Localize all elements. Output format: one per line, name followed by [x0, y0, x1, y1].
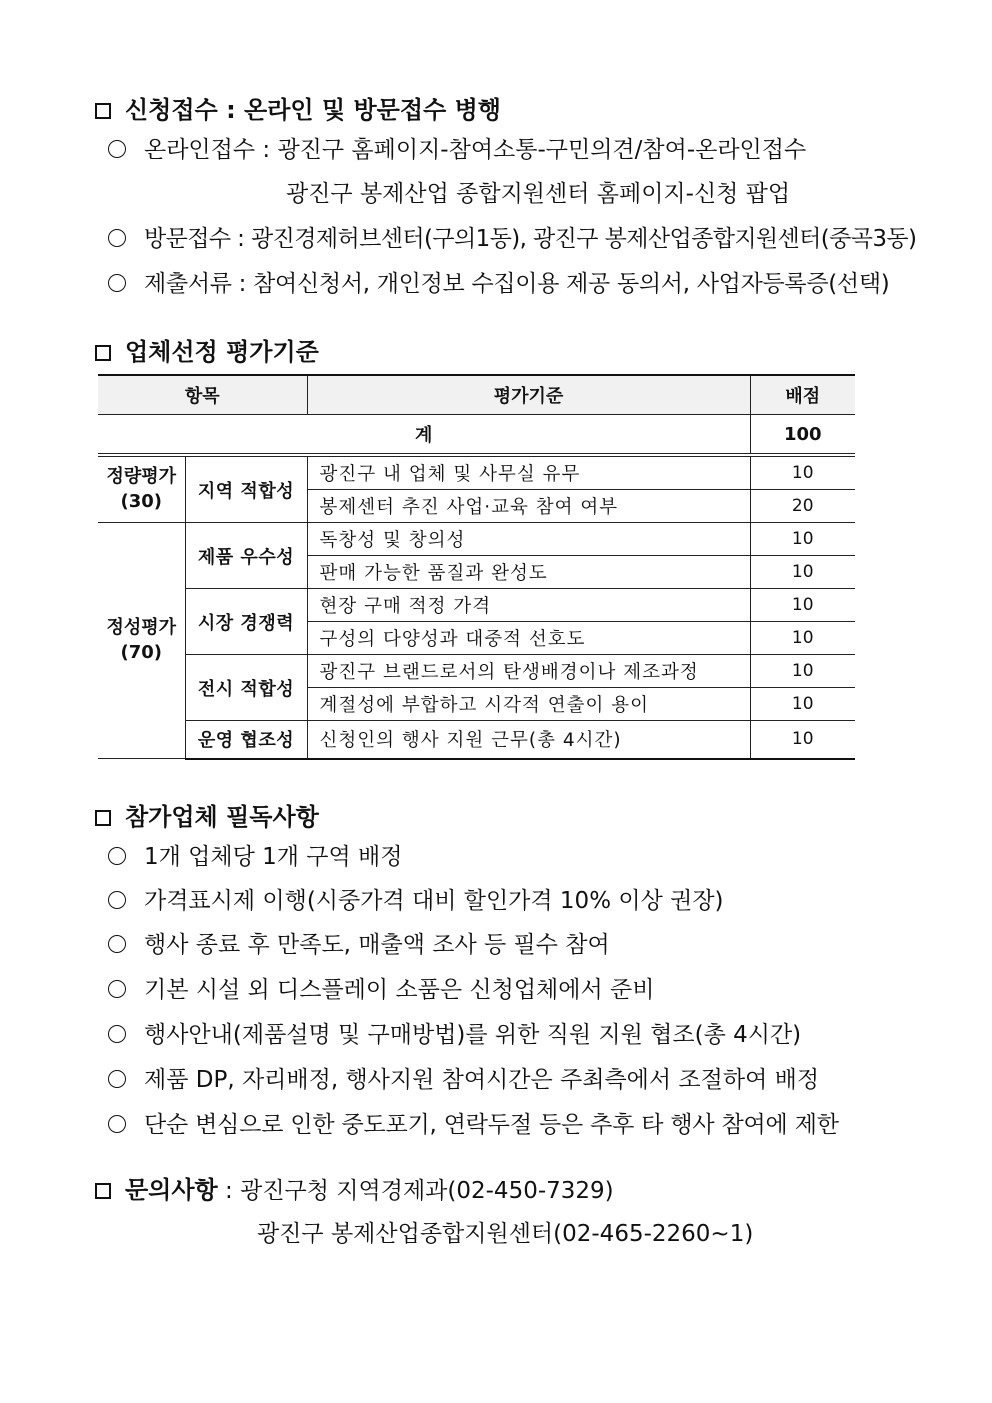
- section-heading-application: 신청접수 : 온라인 및 방문접수 병행: [95, 90, 501, 125]
- criterion: 독창성 및 창의성: [307, 523, 750, 556]
- score: 10: [750, 721, 855, 759]
- circle-bullet-icon: [108, 847, 126, 865]
- criterion: 계절성에 부합하고 시각적 연출이 용이: [307, 688, 750, 721]
- subcategory: 전시 적합성: [185, 655, 307, 721]
- subcategory: 시장 경쟁력: [185, 589, 307, 655]
- subcategory: 지역 적합성: [185, 455, 307, 523]
- circle-bullet-icon: [108, 140, 126, 158]
- table-row: [98, 589, 855, 622]
- header-criteria: 평가기준: [307, 375, 750, 415]
- list-item: 행사 종료 후 만족도, 매출액 조사 등 필수 참여: [108, 926, 610, 959]
- square-bullet-icon: [95, 1183, 111, 1199]
- criterion: 판매 가능한 품질과 완성도: [307, 556, 750, 589]
- evaluation-table: [98, 374, 855, 760]
- header-score: 배점: [750, 375, 855, 415]
- circle-bullet-icon: [108, 935, 126, 953]
- circle-bullet-icon: [108, 1115, 126, 1133]
- circle-bullet-icon: [108, 1025, 126, 1043]
- table-header-row: [98, 375, 855, 415]
- section-heading-notices: 참가업체 필독사항: [95, 797, 319, 832]
- section-heading-evaluation: 업체선정 평가기준: [95, 332, 319, 367]
- category-quantitative: 정량평가 (30): [98, 455, 185, 523]
- score: 10: [750, 556, 855, 589]
- circle-bullet-icon: [108, 891, 126, 909]
- list-item: 제품 DP, 자리배정, 행사지원 참여시간은 주최측에서 조절하여 배정: [108, 1061, 819, 1094]
- list-item: 제출서류 : 참여신청서, 개인정보 수집이용 제공 동의서, 사업자등록증(선택): [108, 265, 889, 298]
- total-value: 100: [750, 415, 855, 456]
- list-item: 방문접수 : 광진경제허브센터(구의1동), 광진구 봉제산업종합지원센터(중곡3동): [108, 220, 916, 253]
- list-item: 단순 변심으로 인한 중도포기, 연락두절 등은 추후 타 행사 참여에 제한: [108, 1106, 839, 1139]
- score: 10: [750, 688, 855, 721]
- score: 10: [750, 655, 855, 688]
- square-bullet-icon: [95, 810, 111, 826]
- list-item: 가격표시제 이행(시중가격 대비 할인가격 10% 이상 권장): [108, 882, 724, 915]
- criterion: 봉제센터 추진 사업·교육 참여 여부: [307, 490, 750, 523]
- table-row: [98, 655, 855, 688]
- category-qualitative: 정성평가 (70): [98, 523, 185, 759]
- total-row: [98, 415, 855, 456]
- circle-bullet-icon: [108, 274, 126, 292]
- list-item: 행사안내(제품설명 및 구매방법)를 위한 직원 지원 협조(총 4시간): [108, 1016, 801, 1049]
- score: 20: [750, 490, 855, 523]
- circle-bullet-icon: [108, 980, 126, 998]
- score: 10: [750, 622, 855, 655]
- contact-line-2: 광진구 봉제산업종합지원센터(02-465-2260~1): [257, 1221, 754, 1247]
- criterion: 광진구 내 업체 및 사무실 유무: [307, 455, 750, 490]
- table-row: [98, 455, 855, 490]
- square-bullet-icon: [95, 103, 111, 119]
- list-item-continuation: 광진구 봉제산업 종합지원센터 홈페이지-신청 팝업: [286, 181, 791, 207]
- table-row: [98, 523, 855, 556]
- criterion: 구성의 다양성과 대중적 선호도: [307, 622, 750, 655]
- score: 10: [750, 523, 855, 556]
- list-item: 온라인접수 : 광진구 홈페이지-참여소통-구민의견/참여-온라인접수: [108, 131, 806, 164]
- list-item: 1개 업체당 1개 구역 배정: [108, 838, 402, 871]
- square-bullet-icon: [95, 345, 111, 361]
- score: 10: [750, 455, 855, 490]
- criterion: 현장 구매 적정 가격: [307, 589, 750, 622]
- total-label: 계: [98, 415, 750, 456]
- table-row: [98, 721, 855, 759]
- list-item: 기본 시설 외 디스플레이 소품은 신청업체에서 준비: [108, 971, 654, 1004]
- subcategory: 운영 협조성: [185, 721, 307, 759]
- subcategory: 제품 우수성: [185, 523, 307, 589]
- header-item: 항목: [98, 375, 307, 415]
- score: 10: [750, 589, 855, 622]
- criterion: 광진구 브랜드로서의 탄생배경이나 제조과정: [307, 655, 750, 688]
- criterion: 신청인의 행사 지원 근무(총 4시간): [307, 721, 750, 759]
- section-heading-contact: 문의사항 : 광진구청 지역경제과(02-450-7329): [95, 1170, 614, 1205]
- circle-bullet-icon: [108, 1070, 126, 1088]
- circle-bullet-icon: [108, 229, 126, 247]
